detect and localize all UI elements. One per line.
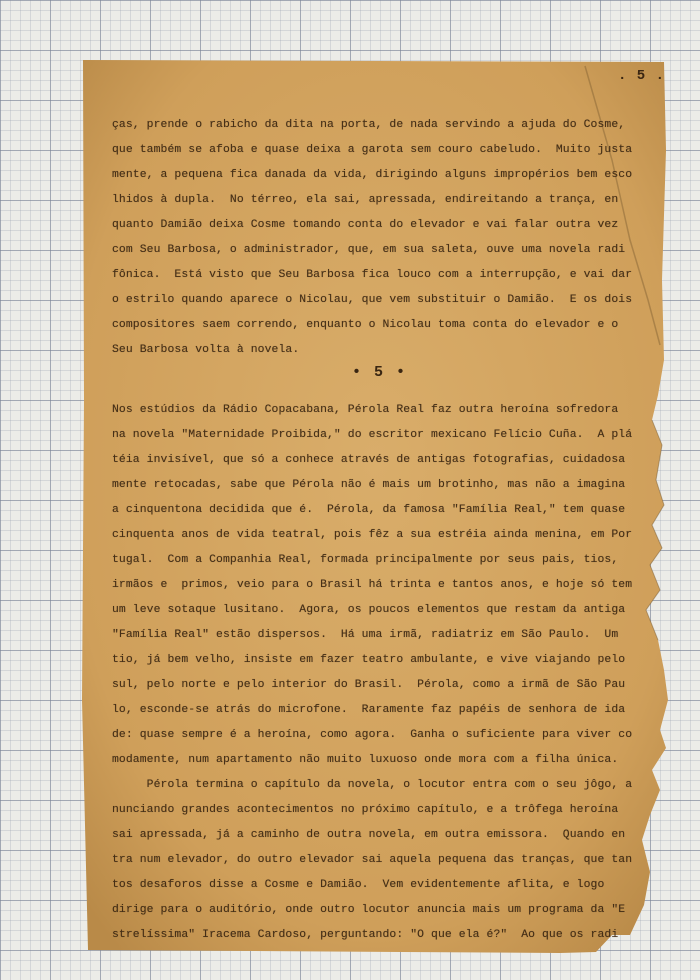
text-line: irmãos e primos, veio para o Brasil há trinta e tantos anos, e hoje só tem: [112, 579, 633, 591]
section-number: • 5 •: [352, 364, 408, 381]
text-line: a cinquentona decidida que é. Pérola, da famosa "Família Real," tem quase: [112, 504, 626, 516]
text-line: strelíssima" Iracema Cardoso, perguntando: "O que ela é?" Ao que os radi: [112, 929, 619, 941]
text-line: fônica. Está visto que Seu Barbosa fica louco com a interrupção, e vai dar: [112, 269, 633, 281]
text-line: "Família Real" estão dispersos. Há uma irmã, radiatriz em São Paulo. Um: [112, 629, 619, 641]
text-line: dirige para o auditório, onde outro locutor anuncia mais um programa da "E: [112, 904, 626, 916]
text-line: sai apressada, já a caminho de outra novela, em outra emissora. Quando en: [112, 829, 626, 841]
text-line: nunciando grandes acontecimentos no próximo capítulo, e a trôfega heroína: [112, 804, 619, 816]
text-line: de: quase sempre é a heroína, como agora. Ganha o suficiente para viver co: [112, 729, 633, 741]
text-line: sul, pelo norte e pelo interior do Brasil. Pérola, como a irmã de São Pau: [112, 679, 626, 691]
text-line: Seu Barbosa volta à novela.: [112, 344, 300, 356]
text-line: ças, prende o rabicho da dita na porta, de nada servindo a ajuda do Cosme,: [112, 119, 626, 131]
text-line: com Seu Barbosa, o administrador, que, em sua saleta, ouve uma novela radi: [112, 244, 626, 256]
text-line: Nos estúdios da Rádio Copacabana, Pérola Real faz outra heroína sofredora: [112, 404, 619, 416]
text-line: lo, esconde-se atrás do microfone. Raramente faz papéis de senhora de ida: [112, 704, 626, 716]
text-line: compositores saem correndo, enquanto o Nicolau toma conta do elevador e o: [112, 319, 619, 331]
text-line: que também se afoba e quase deixa a garota sem couro cabeludo. Muito justa: [112, 144, 633, 156]
text-line: modamente, num apartamento não muito luxuoso onde mora com a filha única.: [112, 754, 619, 766]
text-line: lhidos à dupla. No térreo, ela sai, apressada, endireitando a trança, en: [112, 194, 619, 206]
text-line: téia invisível, que só a conhece através de antigas fotografias, cuidadosa: [112, 454, 626, 466]
text-line: mente, a pequena fica danada da vida, dirigindo alguns impropérios bem esco: [112, 169, 633, 181]
text-line: tra num elevador, do outro elevador sai aquela pequena das tranças, que tan: [112, 854, 633, 866]
text-line: quanto Damião deixa Cosme tomando conta do elevador e vai falar outra vez: [112, 219, 619, 231]
text-line: um leve sotaque lusitano. Agora, os poucos elementos que restam da antiga: [112, 604, 626, 616]
text-line: Pérola termina o capítulo da novela, o locutor entra com o seu jôgo, a: [112, 779, 633, 791]
text-line: mente retocadas, sabe que Pérola não é mais um brotinho, mas não a imagina: [112, 479, 626, 491]
text-line: cinquenta anos de vida teatral, pois fêz a sua estréia ainda menina, em Por: [112, 529, 633, 541]
text-line: o estrilo quando aparece o Nicolau, que vem substituir o Damião. E os dois: [112, 294, 633, 306]
text-line: tos desaforos disse a Cosme e Damião. Vem evidentemente aflita, e logo: [112, 879, 605, 891]
text-line: na novela "Maternidade Proibida," do escritor mexicano Felício Cuña. A plá: [112, 429, 633, 441]
text-line: tio, já bem velho, insiste em fazer teatro ambulante, e vive viajando pelo: [112, 654, 626, 666]
page-number: . 5 .: [618, 68, 666, 84]
text-line: tugal. Com a Companhia Real, formada principalmente por seus pais, tios,: [112, 554, 619, 566]
